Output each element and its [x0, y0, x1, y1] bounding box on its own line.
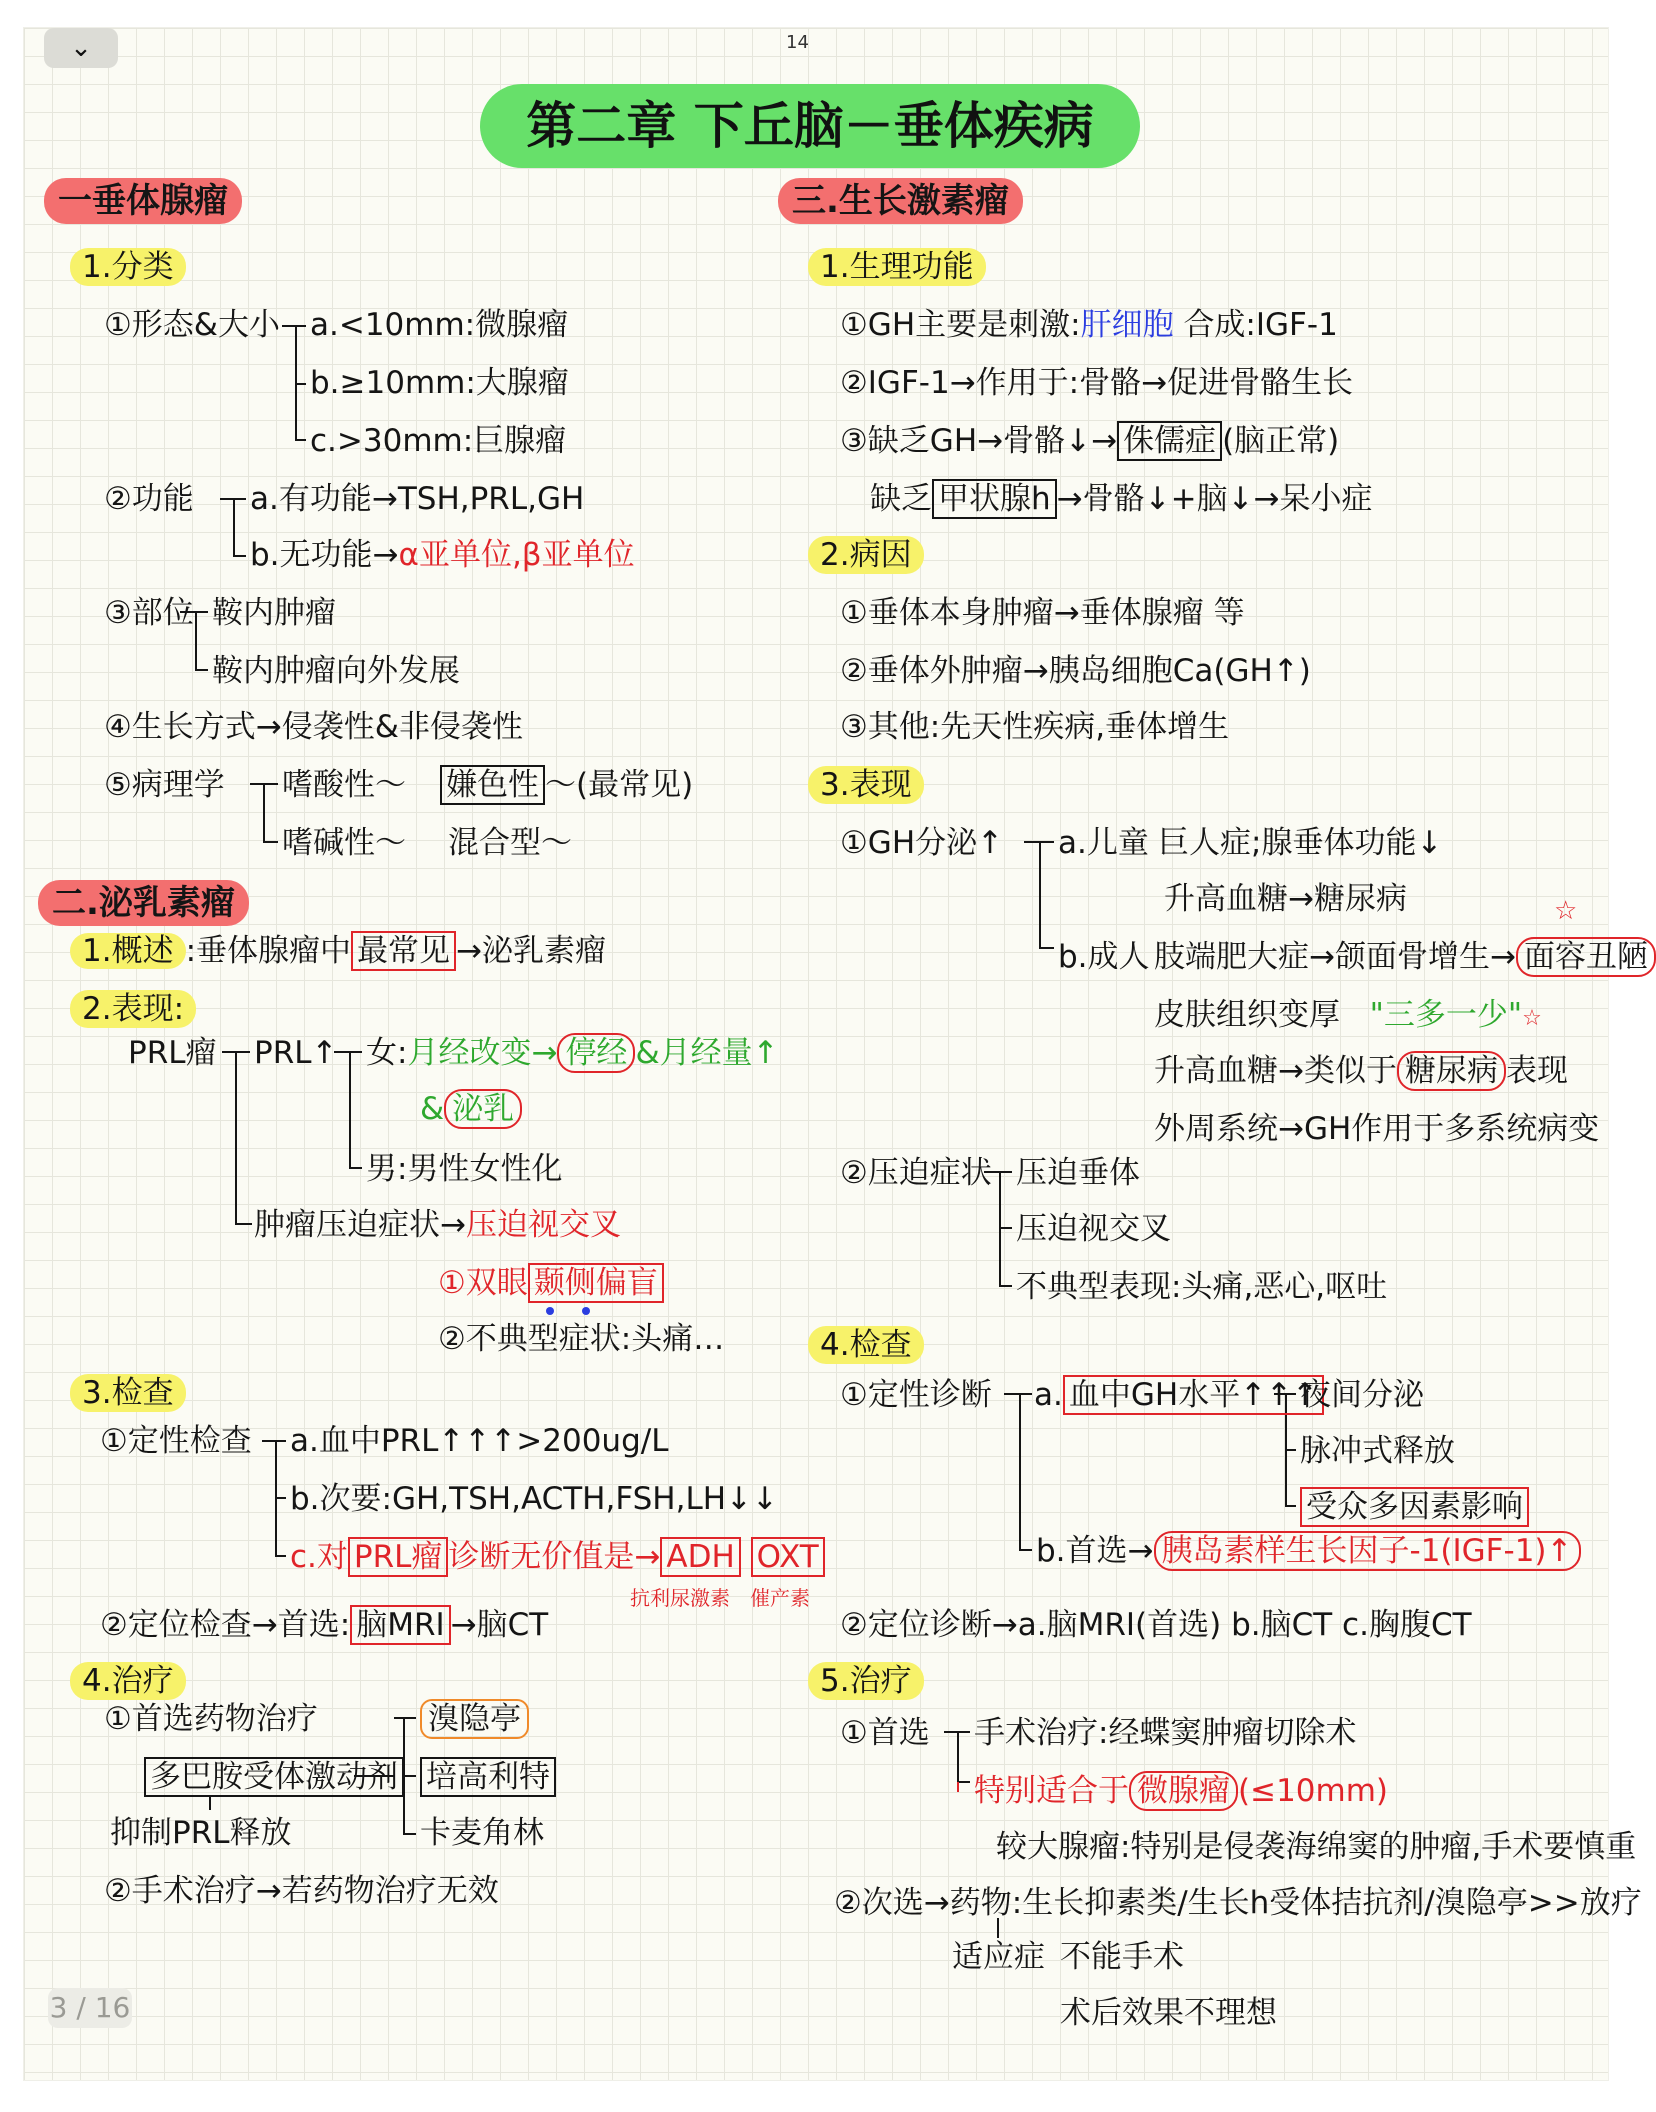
classify-extension: 鞍内肿瘤向外发展: [212, 653, 460, 689]
gh-treat-large: 较大腺瘤:特别是侵袭海绵窦的肿瘤,手术要慎重: [996, 1829, 1637, 1865]
prl-atypical: ②不典型症状:头痛…: [438, 1321, 725, 1357]
gh-adult-2: 皮肤组织变厚 "三多一少"☆: [1154, 997, 1542, 1033]
prl-exam-qualitative: ①定性检查: [100, 1423, 252, 1459]
drug-pergolide: 培高利特: [420, 1758, 556, 1796]
collapse-button[interactable]: [44, 28, 118, 68]
prl-compression: 肿瘤压迫症状→压迫视交叉: [254, 1207, 621, 1243]
prl-exam-a: a.血中PRL↑↑↑>200ug/L: [290, 1423, 669, 1459]
cause-2: ②垂体外肿瘤→胰岛细胞Ca(GH↑): [840, 653, 1311, 689]
page-title: 第二章 下丘脑－垂体疾病: [480, 84, 1140, 168]
gh-treat-micro: 特别适合于 微腺瘤 (≤10mm): [974, 1773, 1389, 1809]
page-top-mark: 14: [786, 32, 809, 53]
gh-child: a.儿童: [1058, 825, 1149, 861]
gh-atypical: 不典型表现:头痛,恶心,呕吐: [1016, 1269, 1388, 1305]
classify-giant: c.>30mm:巨腺瘤: [310, 423, 567, 459]
physio-4: 缺乏 甲状腺h →骨骼↓+脑↓→呆小症: [870, 481, 1373, 517]
gh-exam-location: ②定位诊断→a.脑MRI(首选) b.脑CT c.胸腹CT: [840, 1607, 1472, 1643]
prl-male: 男:男性女性化: [366, 1151, 563, 1187]
gh-adult-1: 肢端肥大症→颌面骨增生→ 面容丑陋: [1154, 938, 1656, 976]
gh-treat-second: ②次选→药物:生长抑素类/生长h受体拮抗剂/溴隐亭>>放疗: [834, 1885, 1642, 1921]
physio-1: ①GH主要是刺激:肝细胞 合成:IGF-1: [840, 307, 1338, 343]
classify-macro: b.≥10mm:大腺瘤: [310, 365, 569, 401]
pathology-eosinophilic: 嗜酸性～: [282, 767, 406, 803]
cause-3: ③其他:先天性疾病,垂体增生: [840, 709, 1230, 745]
label-prl-treatment: 4.治疗: [70, 1662, 186, 1700]
section-heading-prolactinoma: 二.泌乳素瘤: [38, 880, 249, 926]
label-gh-exam: 4.检查: [808, 1326, 924, 1364]
classify-growth: ④生长方式→侵袭性&非侵袭性: [104, 709, 523, 745]
gh-secretion: ①GH分泌↑: [840, 825, 1004, 861]
star-icon: ☆: [1554, 896, 1578, 926]
classify-location: ③部位: [104, 595, 194, 631]
gh-indication-2: 术后效果不理想: [1060, 1995, 1277, 2031]
gh-exam-b: b.首选→ 胰岛素样生长因子-1(IGF-1)↑: [1036, 1532, 1581, 1570]
physio-2: ②IGF-1→作用于:骨骼→促进骨骼生长: [840, 365, 1354, 401]
prl-tumor: PRL瘤: [128, 1035, 217, 1071]
gh-adult-4: 外周系统→GH作用于多系统病变: [1154, 1111, 1600, 1147]
prl-exam-b: b.次要:GH,TSH,ACTH,FSH,LH↓↓: [290, 1481, 779, 1517]
label-classification: 1.分类: [70, 248, 186, 286]
gh-compression: ②压迫症状: [840, 1155, 992, 1191]
prl-treat-drug: ①首选药物治疗: [104, 1701, 318, 1737]
pathology-mixed: 混合型～: [448, 825, 572, 861]
label-gh-treatment: 5.治疗: [808, 1662, 924, 1700]
prl-treat-inhibit: 抑制PRL释放: [110, 1815, 292, 1851]
gh-exam-a: a. 血中GH水平↑↑↑: [1034, 1376, 1324, 1414]
prl-hemianopia: ①双眼 颞侧偏盲: [438, 1264, 664, 1302]
page-indicator: 3 / 16: [48, 1988, 132, 2028]
classify-function: ②功能: [104, 481, 194, 517]
physio-3: ③缺乏GH→骨骼↓→ 侏儒症 (脑正常): [840, 423, 1340, 459]
gh-exam-pulse: 脉冲式释放: [1300, 1433, 1455, 1469]
prl-treat-surgery: ②手术治疗→若药物治疗无效: [104, 1873, 499, 1909]
classify-micro: a.<10mm:微腺瘤: [310, 307, 569, 343]
chevron-down-icon: ⌄: [70, 33, 92, 63]
classify-shape-size: ①形态&大小: [104, 307, 280, 343]
note-oxt: 催产素: [750, 1586, 810, 1610]
gh-exam-qualitative: ①定性诊断: [840, 1377, 992, 1413]
gh-treat-surgery: 手术治疗:经蝶窦肿瘤切除术: [974, 1715, 1357, 1751]
prl-elevated: PRL↑: [254, 1035, 338, 1071]
gh-treat-first: ①首选: [840, 1715, 930, 1751]
label-gh-manifestation: 3.表现: [808, 766, 924, 804]
gh-indication-1: 不能手术: [1060, 1939, 1184, 1975]
prl-exam-c: c.对 PRL瘤 诊断无价值是→ ADH OXT: [290, 1538, 825, 1576]
gh-adult: b.成人: [1058, 939, 1150, 975]
gh-exam-night: 夜间分泌: [1300, 1377, 1424, 1413]
gh-compress-chiasm: 压迫视交叉: [1016, 1211, 1171, 1247]
prl-female: 女:月经改变→ 停经 &月经量↑: [366, 1035, 779, 1071]
gh-child-1: 巨人症;腺垂体功能↓: [1158, 825, 1443, 861]
gh-treat-indication: 适应症: [952, 1939, 1045, 1975]
prl-exam-location: ②定位检查→首选: 脑MRI →脑CT: [100, 1607, 549, 1643]
gh-adult-3: 升高血糖→类似于 糖尿病 表现: [1154, 1053, 1568, 1089]
gh-child-2: 升高血糖→糖尿病: [1164, 881, 1407, 917]
gh-compress-pituitary: 压迫垂体: [1016, 1155, 1140, 1191]
note-adh: 抗利尿激素: [630, 1586, 730, 1610]
cause-1: ①垂体本身肿瘤→垂体腺瘤 等: [840, 595, 1245, 631]
drug-cabergoline: 卡麦角林: [420, 1815, 544, 1851]
label-manifestation: 2.表现:: [70, 990, 196, 1028]
note-page: [24, 28, 1648, 2080]
label-physiology: 1.生理功能: [808, 248, 986, 286]
prl-treat-agonist: 多巴胺受体激动剂: [144, 1758, 404, 1796]
pathology-chromophobe: 嫌色性 ～(最常见): [440, 766, 693, 804]
pathology-basophilic: 嗜碱性～: [282, 825, 406, 861]
prl-galactorrhea: & 泌乳: [420, 1090, 522, 1128]
section-heading-pituitary-adenoma: 一垂体腺瘤: [44, 178, 242, 224]
gh-exam-factors: 受众多因素影响: [1300, 1488, 1529, 1526]
label-prl-exam: 3.检查: [70, 1374, 186, 1412]
drug-bromocriptine: 溴隐亭: [420, 1700, 529, 1738]
section-heading-gh-tumor: 三.生长激素瘤: [778, 178, 1023, 224]
classify-functional: a.有功能→TSH,PRL,GH: [250, 481, 585, 517]
classify-pathology: ⑤病理学: [104, 767, 225, 803]
prolactinoma-overview: 1.概述 :垂体腺瘤中 最常见 →泌乳素瘤: [70, 932, 606, 970]
classify-intrasellar: 鞍内肿瘤: [212, 595, 336, 631]
label-etiology: 2.病因: [808, 536, 924, 574]
classify-nonfunctional: b.无功能→α亚单位,β亚单位: [250, 537, 635, 573]
